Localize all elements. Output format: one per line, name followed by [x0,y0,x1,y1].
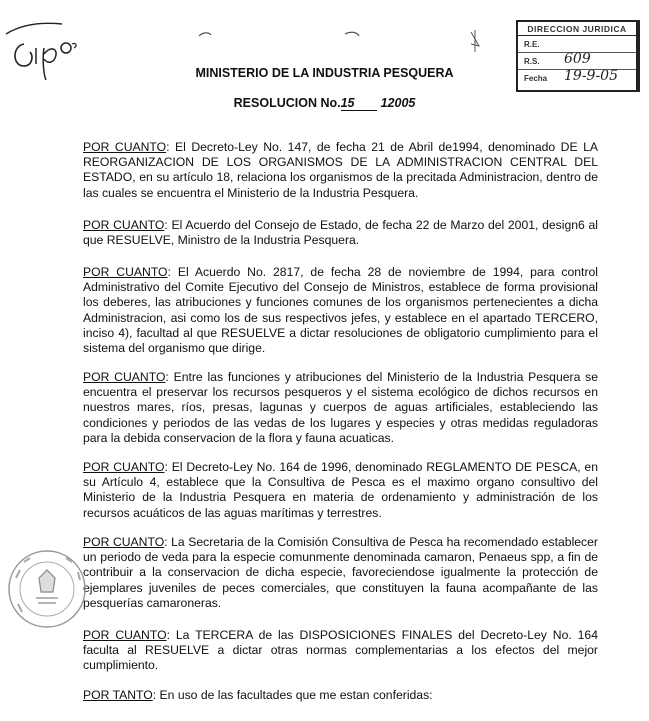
stamp-value: 19-9-05 [564,68,618,84]
paragraph-7 [83,628,598,674]
paragraph-lead: POR CUANTO [83,460,165,474]
paragraph-3 [83,265,598,356]
official-seal [6,548,88,630]
paragraph-6 [83,535,598,611]
paragraph-text: : El Acuerdo del Consejo de Estado, de fecha 22 de Marzo del 2001, design6 al que RESUELVE, Ministro de la Industria Pesquera. [83,218,598,248]
paragraph-lead: POR CUANTO [83,265,168,279]
legal-direction-stamp [516,20,640,92]
stamp-label: R.S. [524,57,540,66]
paragraph-lead: POR CUANTO [83,628,167,642]
resolution-heading [0,96,649,111]
paragraph-text: : El Acuerdo No. 2817, de fecha 28 de noviembre de 1994, para control Administrativo del Comite Ejecutivo del Consejo de Ministros, establece de forma provisional los deberes, las atribuciones y funciones comunes de los organismos pertenecientes a dicha Administracion, asi como los de sus respectivos jefes, y establece en el apartado TERCERO, inciso 4), facultad al que RESUELVE a dictar resoluciones de obligatorio cumplimiento para el sistema del organismo que dirige. [83,265,598,356]
stamp-label: R.E. [524,40,540,49]
paragraph-text: : La TERCERA de las DISPOSICIONES FINALES del Decreto-Ley No. 164 faculta al RESUELVE a dictar otras normas complementarias a los efectos del mejor cumplimiento. [83,628,598,673]
stamp-title: DIRECCION JURIDICA [518,22,636,36]
stamp-value: 609 [564,51,591,67]
scan-marks [185,28,485,58]
paragraph-lead: POR CUANTO [83,140,167,154]
paragraph-lead: POR CUANTO [83,370,166,384]
paragraph-4 [83,370,598,446]
paragraph-8 [83,688,598,703]
paragraph-lead: POR CUANTO [83,218,165,232]
resolution-year: 12005 [380,96,416,110]
paragraph-5 [83,460,598,521]
paragraph-text: : El Decreto-Ley No. 164 de 1996, denominado REGLAMENTO DE PESCA, en su Artículo 4, establece que la Consultiva de Pesca es el maximo organo consultivo del Ministerio de la Industria Pesquera en materia de ordenamiento y administración de los recursos acuáticos de las aguas marítimas y terrestres. [83,460,598,520]
ministry-heading: MINISTERIO DE LA INDUSTRIA PESQUERA [195,66,454,80]
resolution-label: RESOLUCION No. [233,96,341,110]
paragraph-lead: POR CUANTO [83,535,165,549]
resolution-number: 15 [341,96,377,111]
paragraph-text: : El Decreto-Ley No. 147, de fecha 21 de Abril de1994, denominado DE LA REORGANIZACION DE LOS ORGANISMOS DE LA ADMINISTRACION CENTRAL DEL ESTADO, en su artículo 18, relaciona los organismos de la precitada Administracion, dentro de las cuales se encuentra el Ministerio de la Industria Pesquera. [83,140,598,200]
paragraph-2 [83,218,598,248]
paragraph-text: : Entre las funciones y atribuciones del Ministerio de la Industria Pesquera se encuentra el preservar los recursos pesqueros y el sistema ecológico de dichos recursos en nuestros mares, ríos, presas, lagunas y cuerpos de aguas artificiales, estableciendo las condiciones y periodos de las vedas de los lugares y especies y otras medidas reguladoras para la debida conservacion de la flora y fauna acuaticas. [83,370,598,445]
paragraph-lead: POR TANTO [83,688,153,702]
stamp-label: Fecha [524,74,548,83]
paragraph-text: : La Secretaria de la Comisión Consultiva de Pesca ha recomendado establecer un periodo de veda para la especie comunmente denominada camaron, Penaeus spp, a fin de contribuir a la conservacion de dicha especie, favoreciendose igualmente la protección de ejemplares juveniles de peces comerciales, que constituyen la fauna acompañante de las pesquerías camaroneras. [83,535,598,610]
paragraph-text: : En uso de las facultades que me estan conferidas: [152,688,433,702]
paragraph-1 [83,140,598,201]
